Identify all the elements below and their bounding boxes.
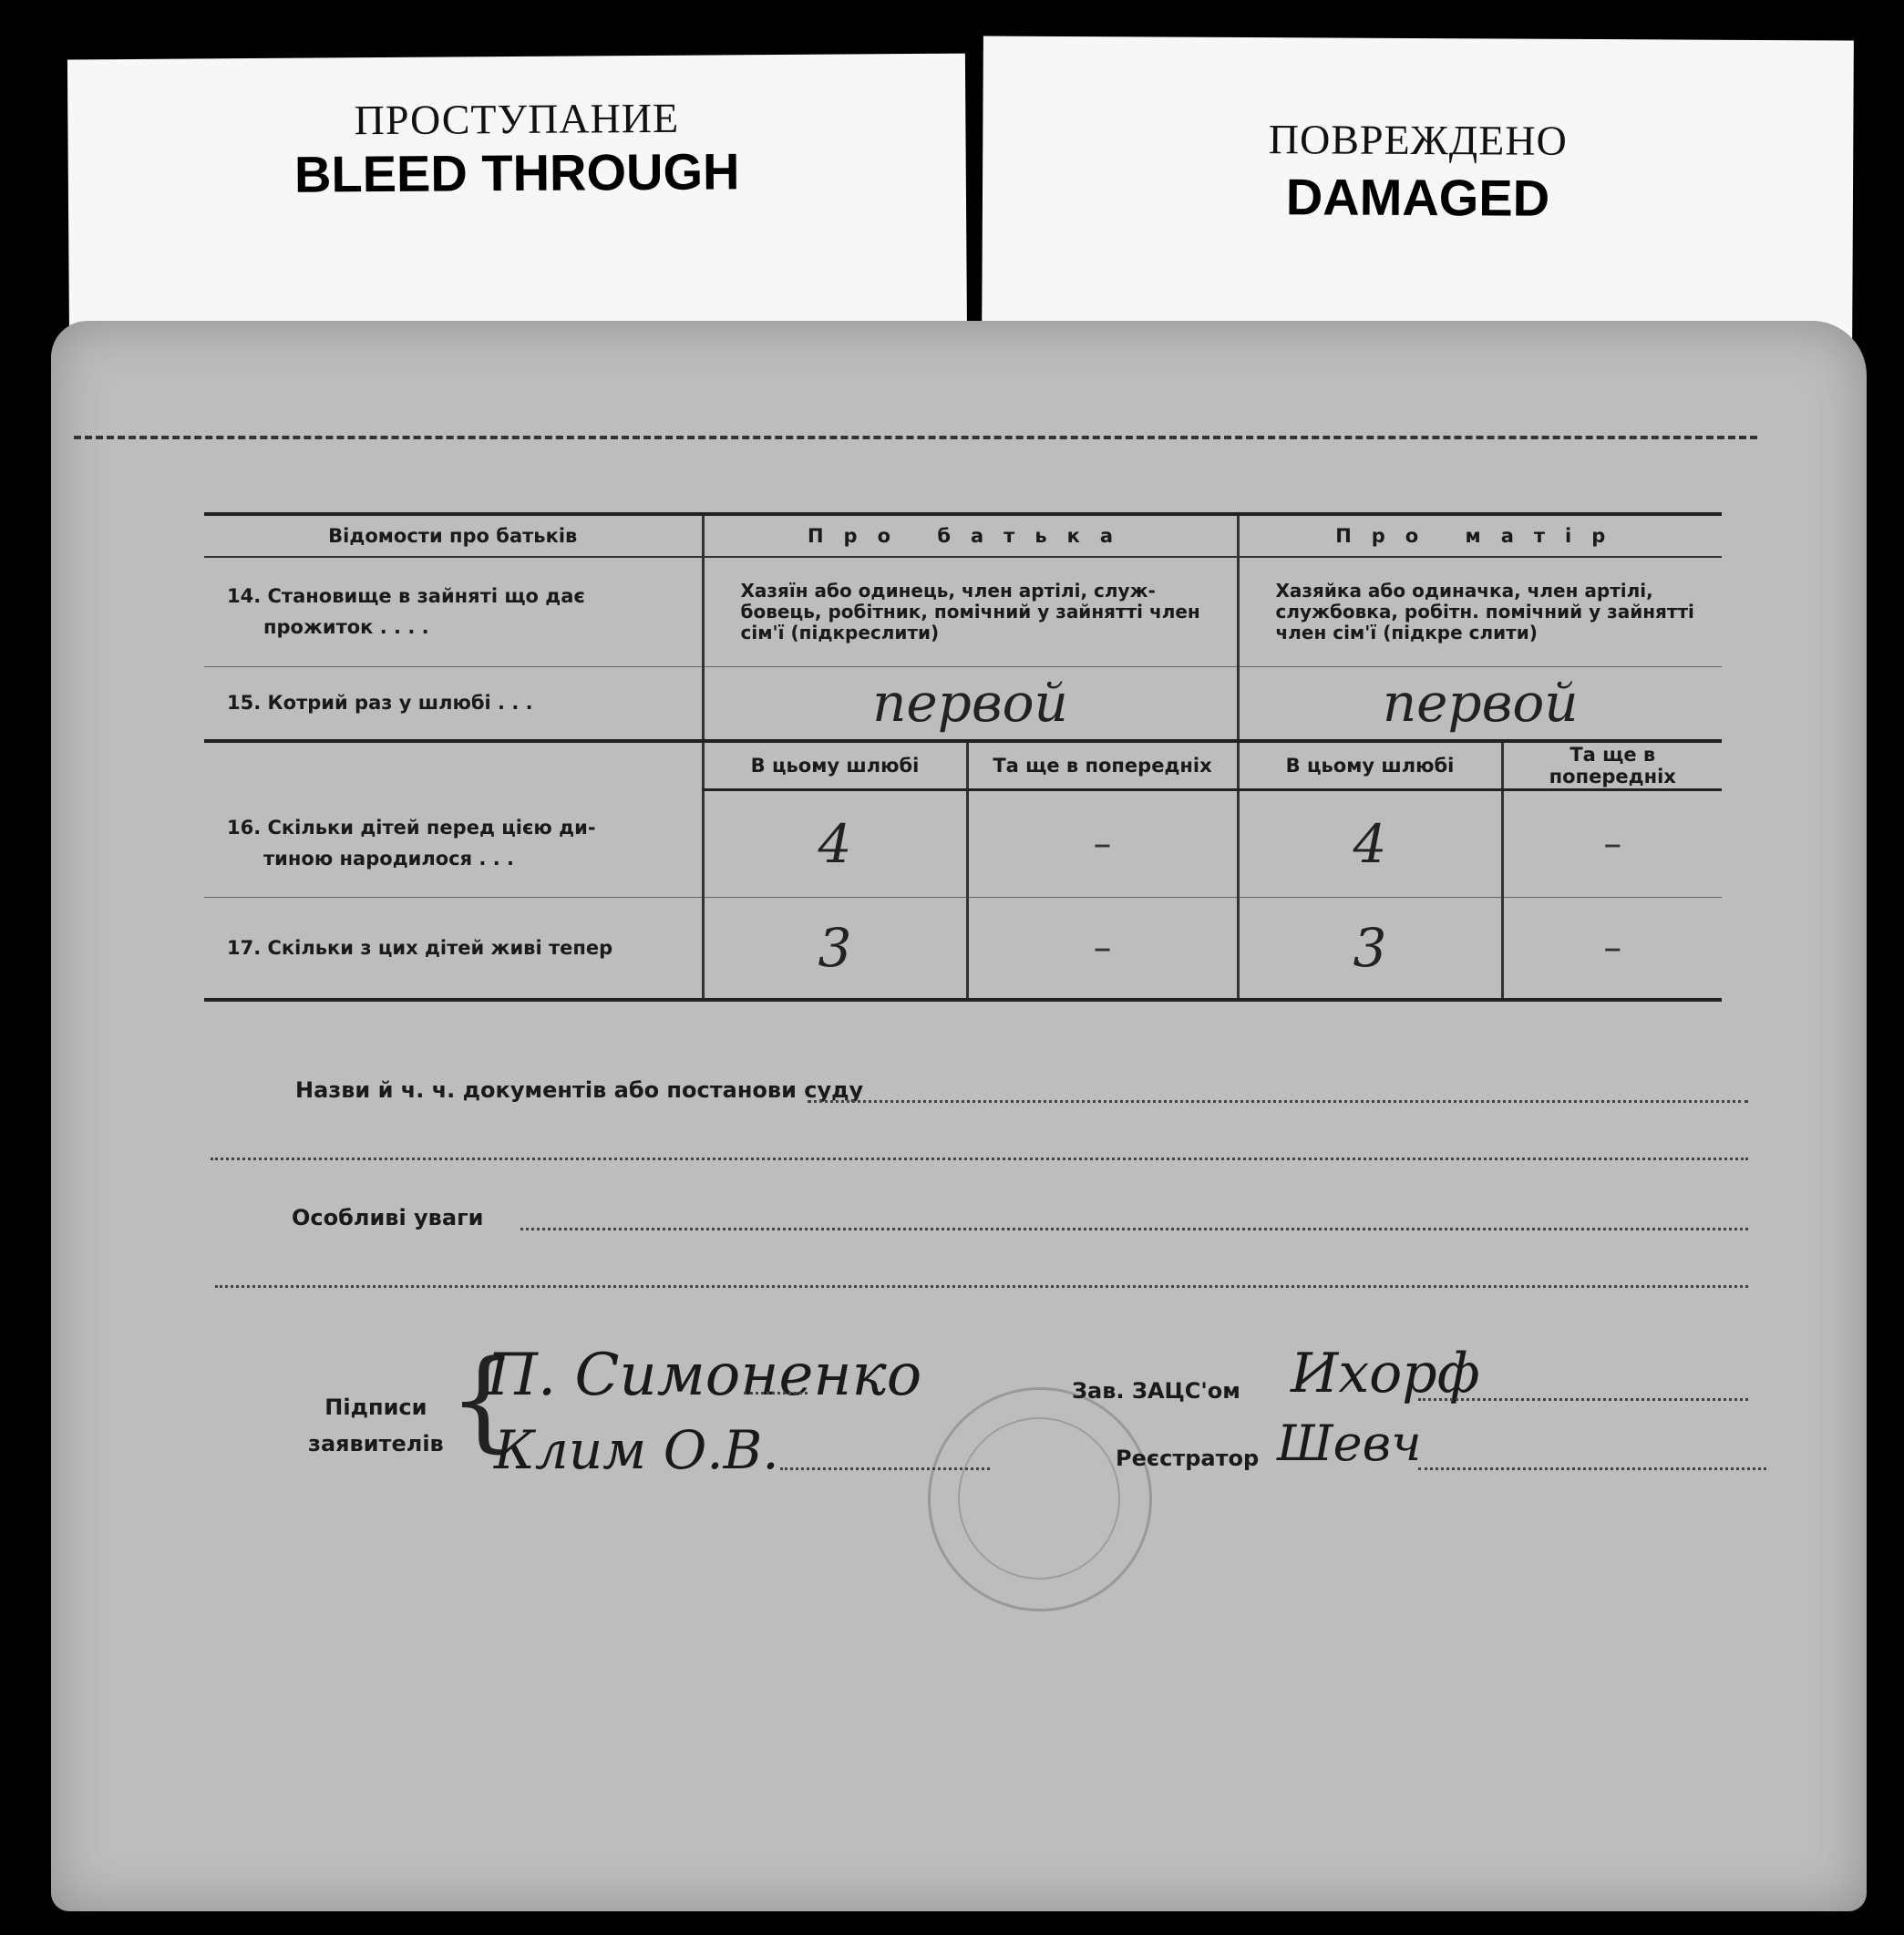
table-header-row: [204, 514, 1722, 557]
registrar-signature: Шевч: [1277, 1415, 1422, 1472]
row16-father-prev: –: [967, 790, 1238, 898]
sub-mother-this: В цьому шлюбі: [1238, 741, 1502, 790]
notes-label: Особливі уваги: [292, 1205, 484, 1230]
signature-2: Клим О.В.: [494, 1419, 779, 1481]
sig1-dotline: [744, 1392, 808, 1395]
sub-father-prev: Та ще в попередніх: [967, 741, 1238, 790]
tag-left-en: BLEED THROUGH: [293, 142, 740, 203]
office-stamp: [928, 1387, 1152, 1611]
row17-label: 17. Скільки з цих дітей живі тепер: [204, 898, 703, 1000]
notes-dotline-2: [215, 1285, 1748, 1288]
sub-father-this: В цьому шлюбі: [703, 741, 967, 790]
parents-table: [204, 512, 1722, 1002]
document-sheet: [51, 321, 1867, 1911]
table-row: [204, 790, 1722, 898]
row15-mother: первой: [1238, 666, 1722, 741]
registrar-label: Реєстратор: [1116, 1446, 1260, 1471]
table-row: [204, 557, 1722, 666]
row15-label: 15. Котрий раз у шлюбі . . .: [227, 692, 533, 715]
documents-dotline-2: [211, 1158, 1748, 1160]
row17-mother-prev: –: [1502, 898, 1722, 1000]
perforation-line: [74, 436, 1757, 439]
row14-label-a: 14. Становище в зайняті що дає: [227, 585, 585, 608]
bleed-through-tag: [67, 54, 967, 352]
row16-label: [204, 790, 703, 898]
header-parents: Відомости про батьків: [204, 514, 703, 557]
signatures-label: [308, 1389, 444, 1462]
tag-right-ru: ПОВРЕЖДЕНО: [1268, 116, 1568, 164]
documents-dotline: [808, 1100, 1748, 1103]
row17-father-prev: –: [967, 898, 1238, 1000]
signatures-label-a: Підписи: [324, 1395, 427, 1420]
table-row: [204, 898, 1722, 1000]
signatures-brace: {: [448, 1337, 519, 1464]
row17-mother-this: 3: [1238, 898, 1502, 1000]
damaged-tag: [982, 36, 1854, 351]
table-row: [204, 666, 1722, 741]
tag-left-ru: ПРОСТУПАНИЕ: [354, 94, 680, 144]
registrar-dotline: [1418, 1467, 1766, 1470]
header-father: Про батька: [703, 514, 1238, 557]
tag-right-en: DAMAGED: [1285, 168, 1550, 227]
head-signature: Ихорф: [1291, 1342, 1480, 1405]
row14-label-b: прожиток . . . .: [263, 616, 429, 639]
row14-father: Хазяїн або одинець, член артілі, служ-бовець, робітник, помічний у зайнятті член сім'ї (підкреслити): [703, 557, 1238, 666]
row14-mother: Хазяйка або одиначка, член артілі, службовка, робітн. помічний у зайнятті член сім'ї (підкре слити): [1238, 557, 1722, 666]
row16-mother-prev: –: [1502, 790, 1722, 898]
row17-father-this: 3: [703, 898, 967, 1000]
row15-father: первой: [703, 666, 1238, 741]
documents-label: Назви й ч. ч. документів або постанови суду: [295, 1077, 864, 1103]
row16-mother-this: 4: [1238, 790, 1502, 898]
row14-label: [204, 557, 703, 666]
row16-label-a: 16. Скільки дітей перед цією ди-: [227, 817, 596, 839]
signature-1: П. Симоненко: [487, 1342, 922, 1409]
head-dotline: [1418, 1398, 1748, 1401]
signatures-label-b: заявителів: [308, 1431, 444, 1456]
head-label: Зав. ЗАЦС'ом: [1072, 1378, 1240, 1404]
row16-father-this: 4: [703, 790, 967, 898]
row16-label-b: тиною народилося . . .: [263, 848, 514, 870]
sub-mother-prev: Та ще в попередніх: [1502, 741, 1722, 790]
table-subheader-row: [204, 741, 1722, 790]
header-mother: Про матір: [1238, 514, 1722, 557]
notes-dotline: [520, 1228, 1748, 1230]
